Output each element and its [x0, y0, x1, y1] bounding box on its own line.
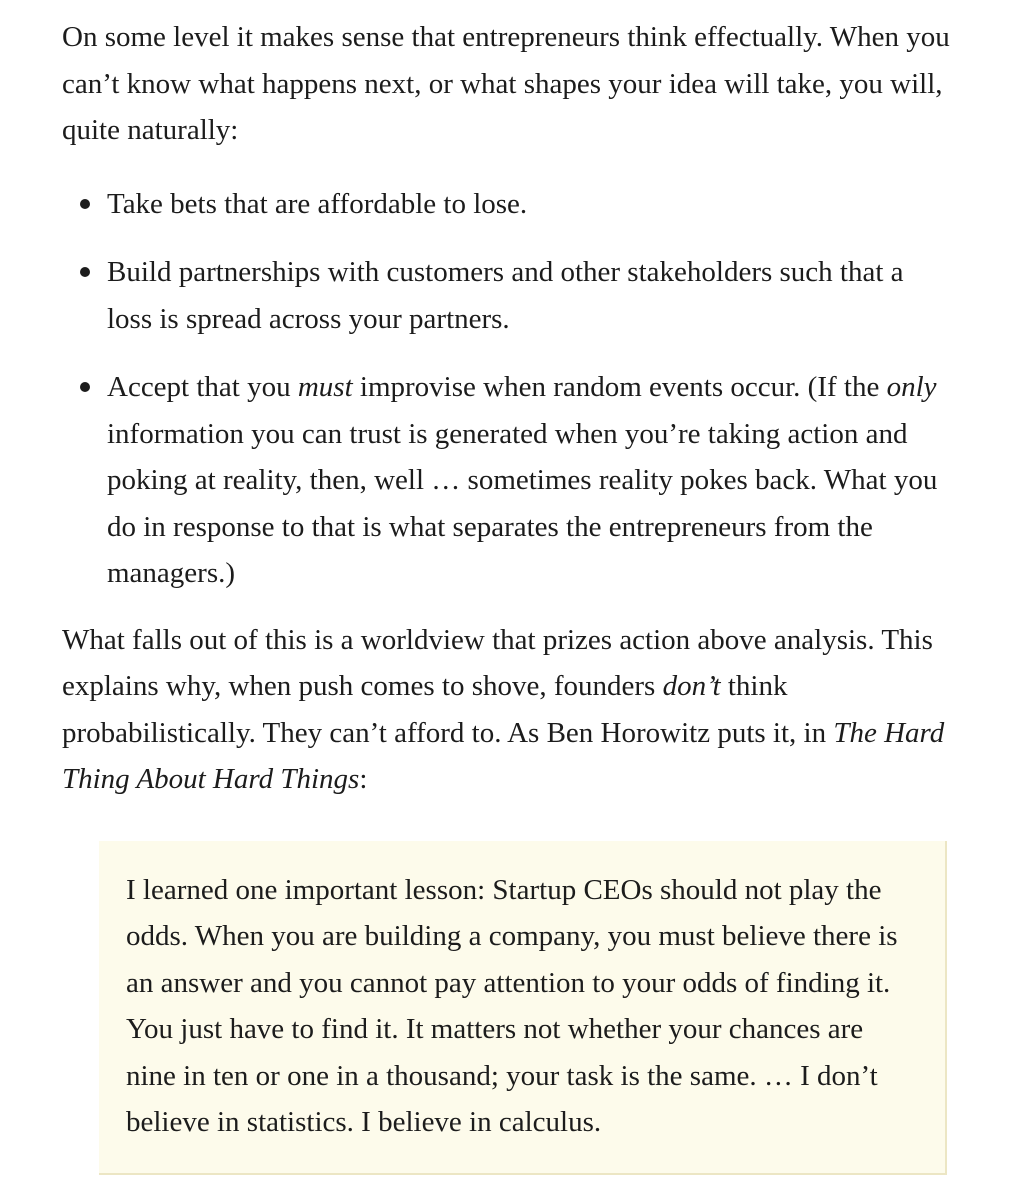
analysis-text-segment: : — [359, 763, 368, 795]
bullet-dot-icon — [80, 199, 90, 209]
list-item — [62, 181, 952, 228]
bullet-text-segment: information you can trust is generated when you’re taking action and poking at reality, then, well … sometimes reality pokes back. What you do in response to that is what separates the entrepreneurs from the managers.) — [107, 417, 938, 589]
analysis-text-segment: think probabilistically. They can’t afford to. As Ben Horowitz puts it, in — [62, 670, 834, 749]
bullet-text-segment: improvise when random events occur. (If the — [352, 371, 887, 403]
intro-paragraph: On some level it makes sense that entrepreneurs think effectually. When you can’t know what happens next, or what shapes your idea will take, you will, quite naturally: — [62, 21, 950, 146]
analysis-paragraph — [62, 617, 952, 803]
bullet-list — [62, 181, 952, 597]
article-body — [62, 14, 952, 1175]
list-item — [62, 364, 952, 597]
book-title: The Hard Thing About Hard Things — [62, 716, 945, 795]
bullet-text-segment: Accept that you — [107, 371, 298, 403]
blockquote — [99, 841, 947, 1175]
blockquote-text: I learned one important lesson: Startup CEOs should not play the odds. When you are building a company, you must believe there is an answer and you cannot pay attention to your odds of finding it. You just have to find it. It matters not whether your chances are nine in ten or one in a thousand; your task is the same. … I don’t believe in statistics. I believe in calculus. — [126, 873, 898, 1138]
bullet-text: Build partnerships with customers and other stakeholders such that a loss is spread across your partners. — [107, 256, 904, 335]
emphasis-dont: don’t — [662, 670, 721, 702]
bullet-text — [107, 371, 937, 589]
list-item — [62, 249, 952, 342]
emphasis-only: only — [886, 371, 937, 403]
bullet-dot-icon — [80, 267, 90, 277]
bullet-text: Take bets that are affordable to lose. — [107, 187, 528, 220]
analysis-text-segment: What falls out of this is a worldview that prizes action above analysis. This explains why, when push comes to shove, founders — [62, 623, 933, 702]
emphasis-must: must — [297, 371, 353, 403]
bullet-dot-icon — [80, 382, 90, 392]
